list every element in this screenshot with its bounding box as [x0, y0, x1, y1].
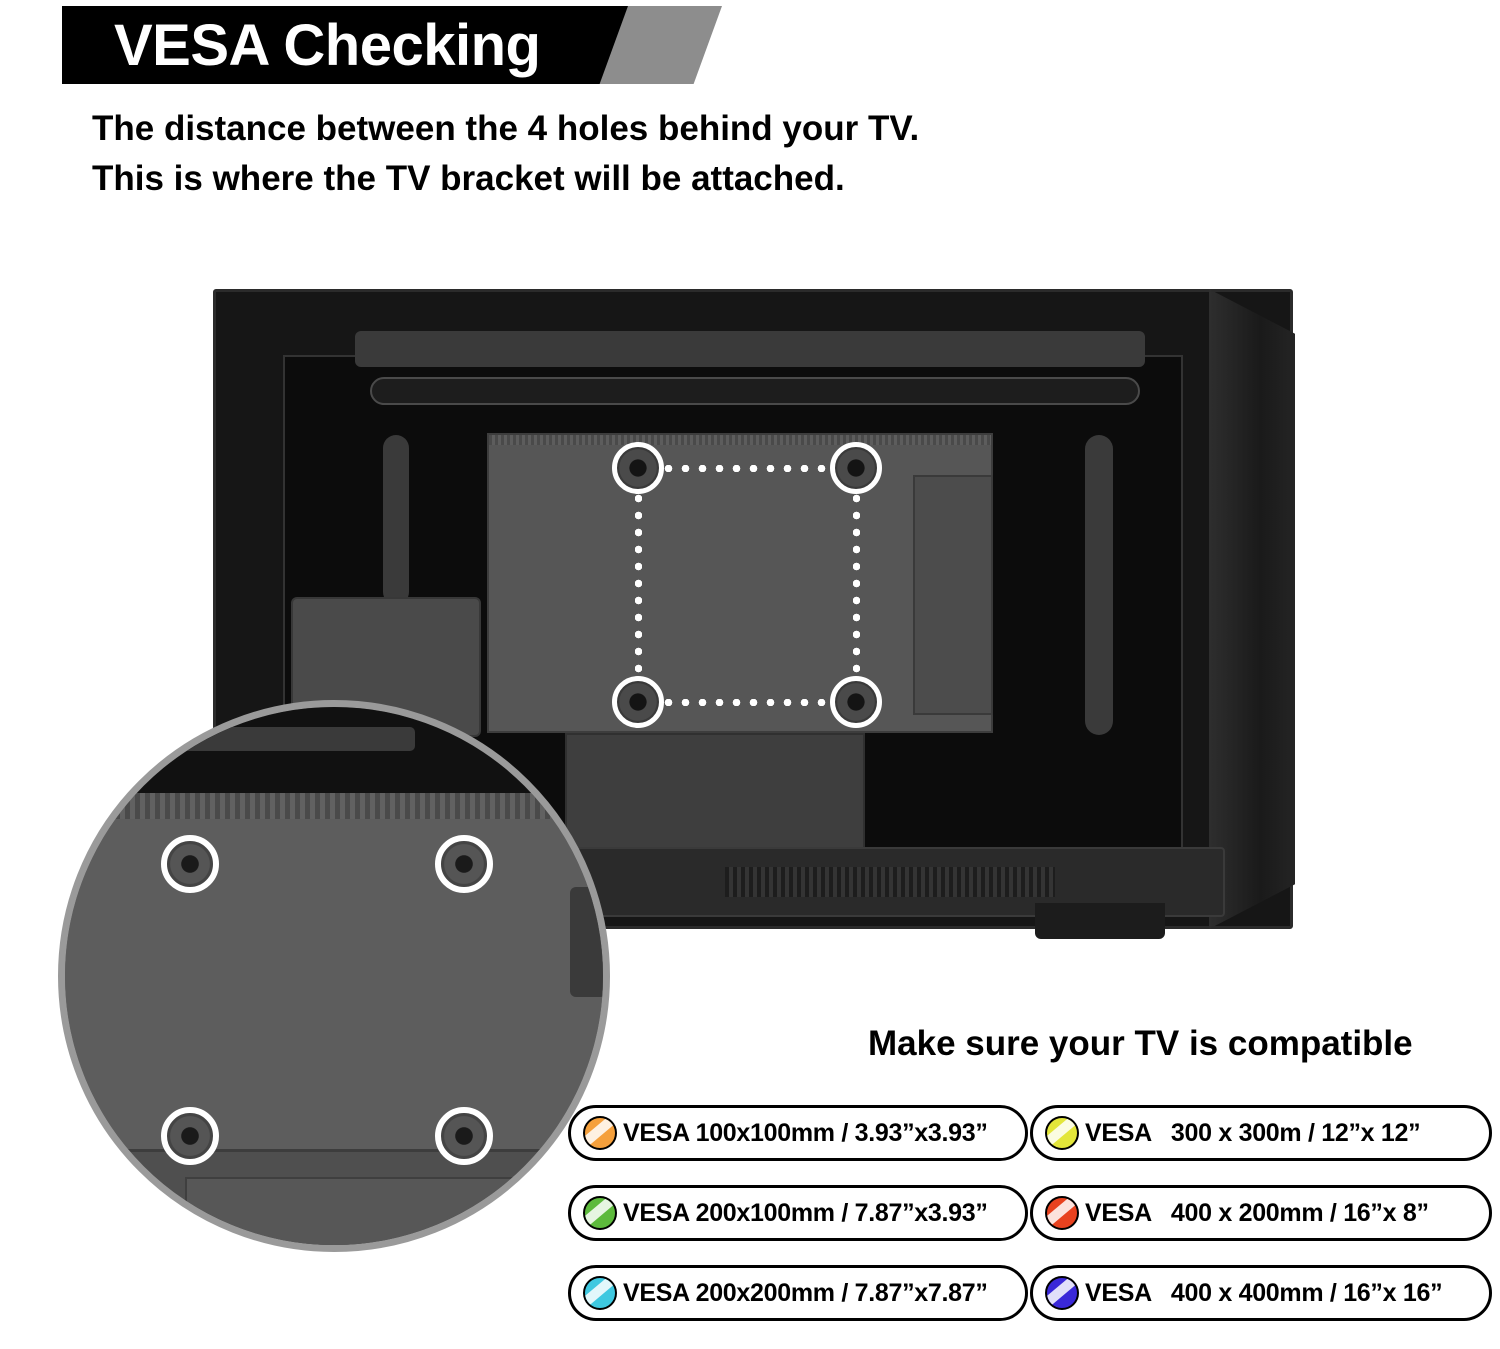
color-swatch-icon	[1045, 1276, 1079, 1310]
vesa-hole-bottom-left	[612, 676, 664, 728]
vesa-hole-top-left	[612, 442, 664, 494]
vesa-dotted-line-left	[635, 473, 642, 693]
magnifier-side-tab	[570, 887, 606, 997]
tv-plate-notch	[913, 475, 993, 715]
subtitle-block	[92, 104, 919, 204]
color-swatch-icon	[583, 1116, 617, 1150]
color-swatch-icon	[1045, 1116, 1079, 1150]
color-swatch-icon	[1045, 1196, 1079, 1230]
vesa-option-label: VESA 100x100mm / 3.93”x3.93”	[623, 1118, 988, 1147]
magnifier-lower-box	[185, 1177, 515, 1252]
vesa-dotted-line-right	[853, 473, 860, 693]
color-swatch-icon	[583, 1196, 617, 1230]
tv-side-panel	[1209, 289, 1295, 929]
vesa-option-400x400[interactable]	[1030, 1265, 1492, 1321]
vesa-dotted-line-top	[643, 465, 858, 472]
vesa-option-400x200[interactable]	[1030, 1185, 1492, 1241]
magnifier-vent-strip	[58, 793, 610, 819]
tv-top-strip	[355, 331, 1145, 367]
vesa-option-label: VESA 400 x 200mm / 16”x 8”	[1085, 1198, 1429, 1227]
vesa-hole-bottom-right	[830, 676, 882, 728]
compatibility-title: Make sure your TV is compatible	[868, 1024, 1413, 1063]
vesa-option-label: VESA 200x200mm / 7.87”x7.87”	[623, 1278, 988, 1307]
vesa-option-label: VESA 400 x 400mm / 16”x 16”	[1085, 1278, 1443, 1307]
tv-foot	[1035, 903, 1165, 939]
vesa-option-200x200[interactable]	[568, 1265, 1028, 1321]
tv-left-slot	[383, 435, 409, 605]
magnifier-mount-plate	[58, 819, 610, 1149]
tv-base-hatch	[725, 867, 1055, 897]
magnified-vesa-hole-top-left	[161, 835, 219, 893]
vesa-option-label: VESA 200x100mm / 7.87”x3.93”	[623, 1198, 988, 1227]
page-title: VESA Checking	[114, 13, 541, 78]
magnified-vesa-hole-bottom-left	[161, 1107, 219, 1165]
tv-right-slot	[1085, 435, 1113, 735]
tv-bottom-plate	[565, 733, 865, 853]
subtitle-line-2: This is where the TV bracket will be attached.	[92, 159, 845, 198]
magnifier-top-bar	[155, 727, 415, 751]
magnified-vesa-hole-top-right	[435, 835, 493, 893]
header-banner	[62, 6, 722, 84]
vesa-option-100x100[interactable]	[568, 1105, 1028, 1161]
vesa-option-200x100[interactable]	[568, 1185, 1028, 1241]
vesa-dotted-line-bottom	[643, 699, 858, 706]
tv-vent-strip	[370, 377, 1140, 405]
color-swatch-icon	[583, 1276, 617, 1310]
vesa-option-label: VESA 300 x 300m / 12”x 12”	[1085, 1118, 1421, 1147]
magnified-vesa-hole-bottom-right	[435, 1107, 493, 1165]
vesa-option-300x300[interactable]	[1030, 1105, 1492, 1161]
magnifier-circle	[58, 700, 610, 1252]
vesa-hole-top-right	[830, 442, 882, 494]
subtitle-line-1: The distance between the 4 holes behind your TV.	[92, 109, 920, 148]
